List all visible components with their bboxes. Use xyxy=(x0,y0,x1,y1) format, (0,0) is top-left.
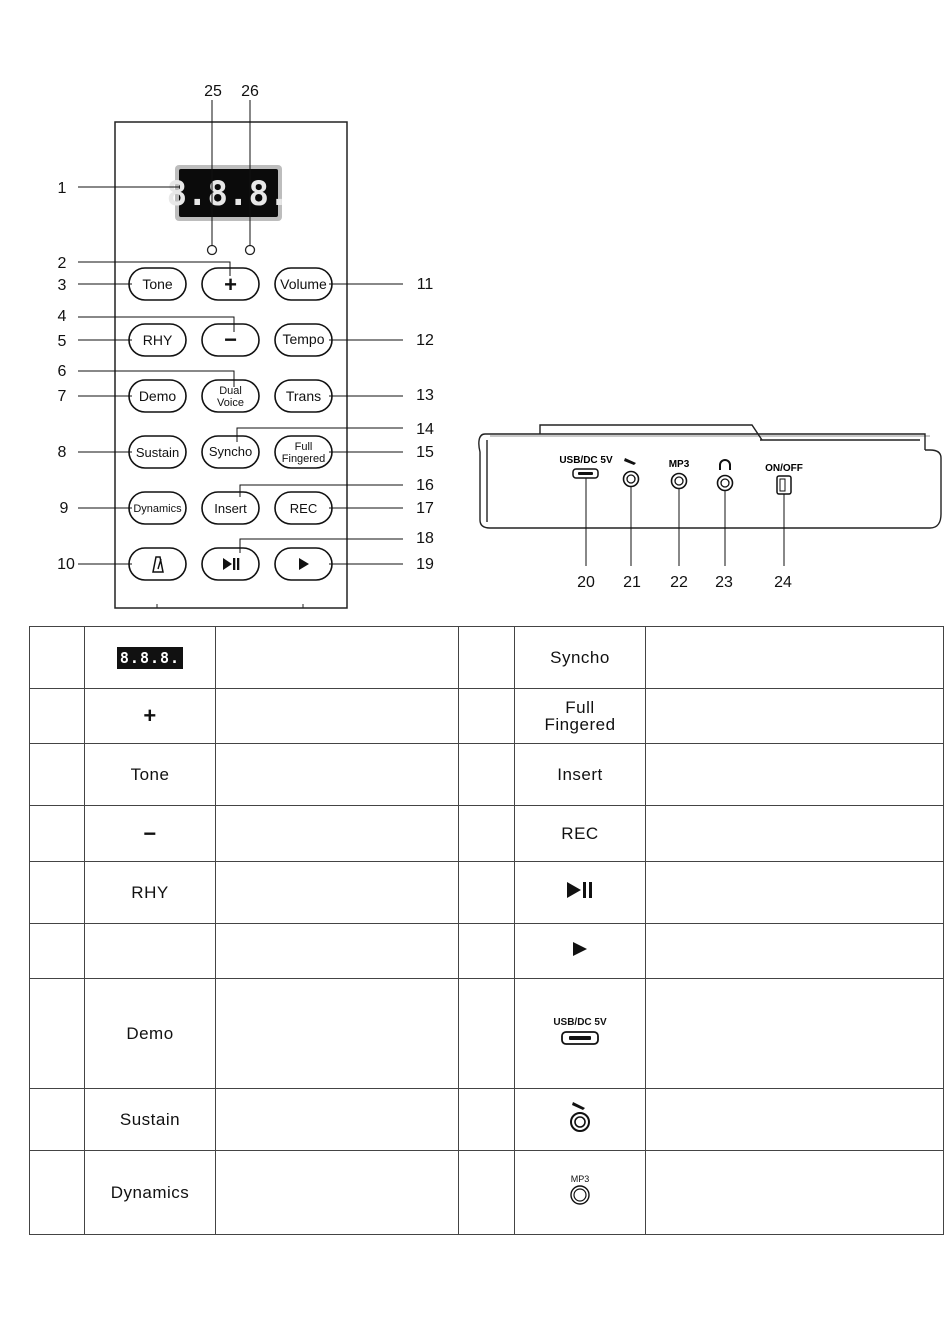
callout-11: 11 xyxy=(416,276,434,293)
headphone-jack[interactable] xyxy=(718,460,733,491)
onoff-label: ON/OFF xyxy=(765,463,803,474)
demo-button[interactable] xyxy=(129,380,186,412)
tone-button[interactable] xyxy=(129,268,186,300)
play-icon xyxy=(570,940,590,958)
usb-port-icon xyxy=(560,1030,600,1046)
mp3-jack-icon xyxy=(568,1184,592,1206)
svg-text:REC: REC xyxy=(289,501,318,516)
callout-2: 2 xyxy=(57,255,67,272)
callout-3: 3 xyxy=(57,277,67,294)
table-row xyxy=(30,979,944,1089)
table-row xyxy=(30,1151,944,1235)
callout-5: 5 xyxy=(57,333,67,350)
play-pause-button[interactable] xyxy=(202,548,259,580)
callout-1: 1 xyxy=(57,180,67,197)
table-row xyxy=(30,924,944,979)
callout-15: 15 xyxy=(416,444,434,461)
play-pause-icon xyxy=(565,880,595,900)
callout-23: 23 xyxy=(715,574,733,591)
legend-full-fingered: Full Fingered xyxy=(515,689,646,744)
legend-dynamics: Dynamics xyxy=(85,1151,216,1235)
legend-insert: Insert xyxy=(515,744,646,806)
legend-demo: Demo xyxy=(85,979,216,1089)
callout-17: 17 xyxy=(416,500,434,517)
legend-rhy: RHY xyxy=(85,862,216,924)
legend-syncho: Syncho xyxy=(515,627,646,689)
trans-button[interactable] xyxy=(275,380,332,412)
callout-25: 25 xyxy=(204,83,222,100)
svg-text:Volume: Volume xyxy=(280,276,327,292)
rhy-button[interactable] xyxy=(129,324,186,356)
indicator-light-26 xyxy=(246,246,255,255)
legend-sustain: Sustain xyxy=(85,1089,216,1151)
mp3-jack-label: MP3 xyxy=(570,1174,590,1184)
callout-20: 20 xyxy=(577,574,595,591)
usb-port-label: USB/DC 5V xyxy=(553,1016,607,1028)
sustain-pedal-icon xyxy=(624,458,636,465)
indicator-light-25 xyxy=(208,246,217,255)
tempo-button[interactable] xyxy=(275,324,332,356)
callout-26: 26 xyxy=(241,83,259,100)
callout-13: 13 xyxy=(416,387,434,404)
sustain-pedal-jack[interactable] xyxy=(624,458,639,487)
minus-button[interactable] xyxy=(202,324,259,356)
legend-rec: REC xyxy=(515,806,646,862)
insert-button[interactable] xyxy=(202,492,259,524)
callout-24: 24 xyxy=(774,574,792,591)
callout-14: 14 xyxy=(416,421,434,438)
svg-text:Sustain: Sustain xyxy=(135,445,180,460)
callout-10: 10 xyxy=(57,556,75,573)
headphone-icon xyxy=(720,460,730,470)
display-icon: 8.8.8. xyxy=(117,647,183,669)
play-button[interactable] xyxy=(275,548,332,580)
table-row xyxy=(30,1089,944,1151)
svg-text:Syncho: Syncho xyxy=(208,444,253,459)
callout-9: 9 xyxy=(59,500,69,517)
metronome-button[interactable] xyxy=(129,548,186,580)
callout-12: 12 xyxy=(416,332,434,349)
svg-text:−: − xyxy=(224,327,237,352)
svg-text:Voice: Voice xyxy=(217,397,244,409)
callout-7: 7 xyxy=(57,388,67,405)
callout-6: 6 xyxy=(57,363,67,380)
callout-8: 8 xyxy=(57,444,67,461)
callout-19: 19 xyxy=(416,556,434,573)
side-callout-lines xyxy=(586,478,784,566)
callout-22: 22 xyxy=(670,574,688,591)
sustain-pedal-jack-icon xyxy=(565,1099,595,1135)
svg-text:RHY: RHY xyxy=(142,332,173,348)
syncho-button[interactable] xyxy=(202,436,259,468)
svg-text:Tempo: Tempo xyxy=(282,331,325,347)
power-switch[interactable] xyxy=(777,476,791,494)
svg-text:Fingered: Fingered xyxy=(281,453,326,465)
table-row xyxy=(30,689,944,744)
minus-icon: − xyxy=(143,820,157,846)
svg-text:Tone: Tone xyxy=(142,276,173,292)
callout-4: 4 xyxy=(57,308,67,325)
svg-text:Trans: Trans xyxy=(285,388,322,404)
rec-button[interactable] xyxy=(275,492,332,524)
controls-legend-table xyxy=(29,626,944,1235)
svg-text:8.8.8.: 8.8.8. xyxy=(166,174,290,214)
table-row xyxy=(30,627,944,689)
callout-21: 21 xyxy=(623,574,641,591)
led-display xyxy=(167,165,290,221)
device-diagram xyxy=(0,0,950,620)
sustain-button[interactable] xyxy=(129,436,186,468)
legend-tone: Tone xyxy=(85,744,216,806)
mp3-port-label: MP3 xyxy=(668,459,690,470)
svg-text:Dynamics: Dynamics xyxy=(133,503,182,515)
svg-text:Dual: Dual xyxy=(219,385,242,397)
full-fingered-button[interactable] xyxy=(275,436,332,468)
usb-port-label: USB/DC 5V xyxy=(559,455,613,466)
svg-text:Full: Full xyxy=(294,441,313,453)
svg-text:Demo: Demo xyxy=(138,388,177,404)
table-row xyxy=(30,744,944,806)
plus-icon: + xyxy=(143,703,157,728)
svg-text:+: + xyxy=(224,272,237,297)
mp3-jack[interactable] xyxy=(672,474,687,489)
table-row xyxy=(30,806,944,862)
callout-16: 16 xyxy=(416,477,434,494)
keyboard-side-view xyxy=(479,425,941,528)
dynamics-button[interactable] xyxy=(129,492,186,524)
table-row xyxy=(30,862,944,924)
svg-text:Insert: Insert xyxy=(214,501,247,516)
volume-button[interactable] xyxy=(275,268,332,300)
dual-voice-button[interactable] xyxy=(202,380,259,412)
callout-18: 18 xyxy=(416,530,434,547)
